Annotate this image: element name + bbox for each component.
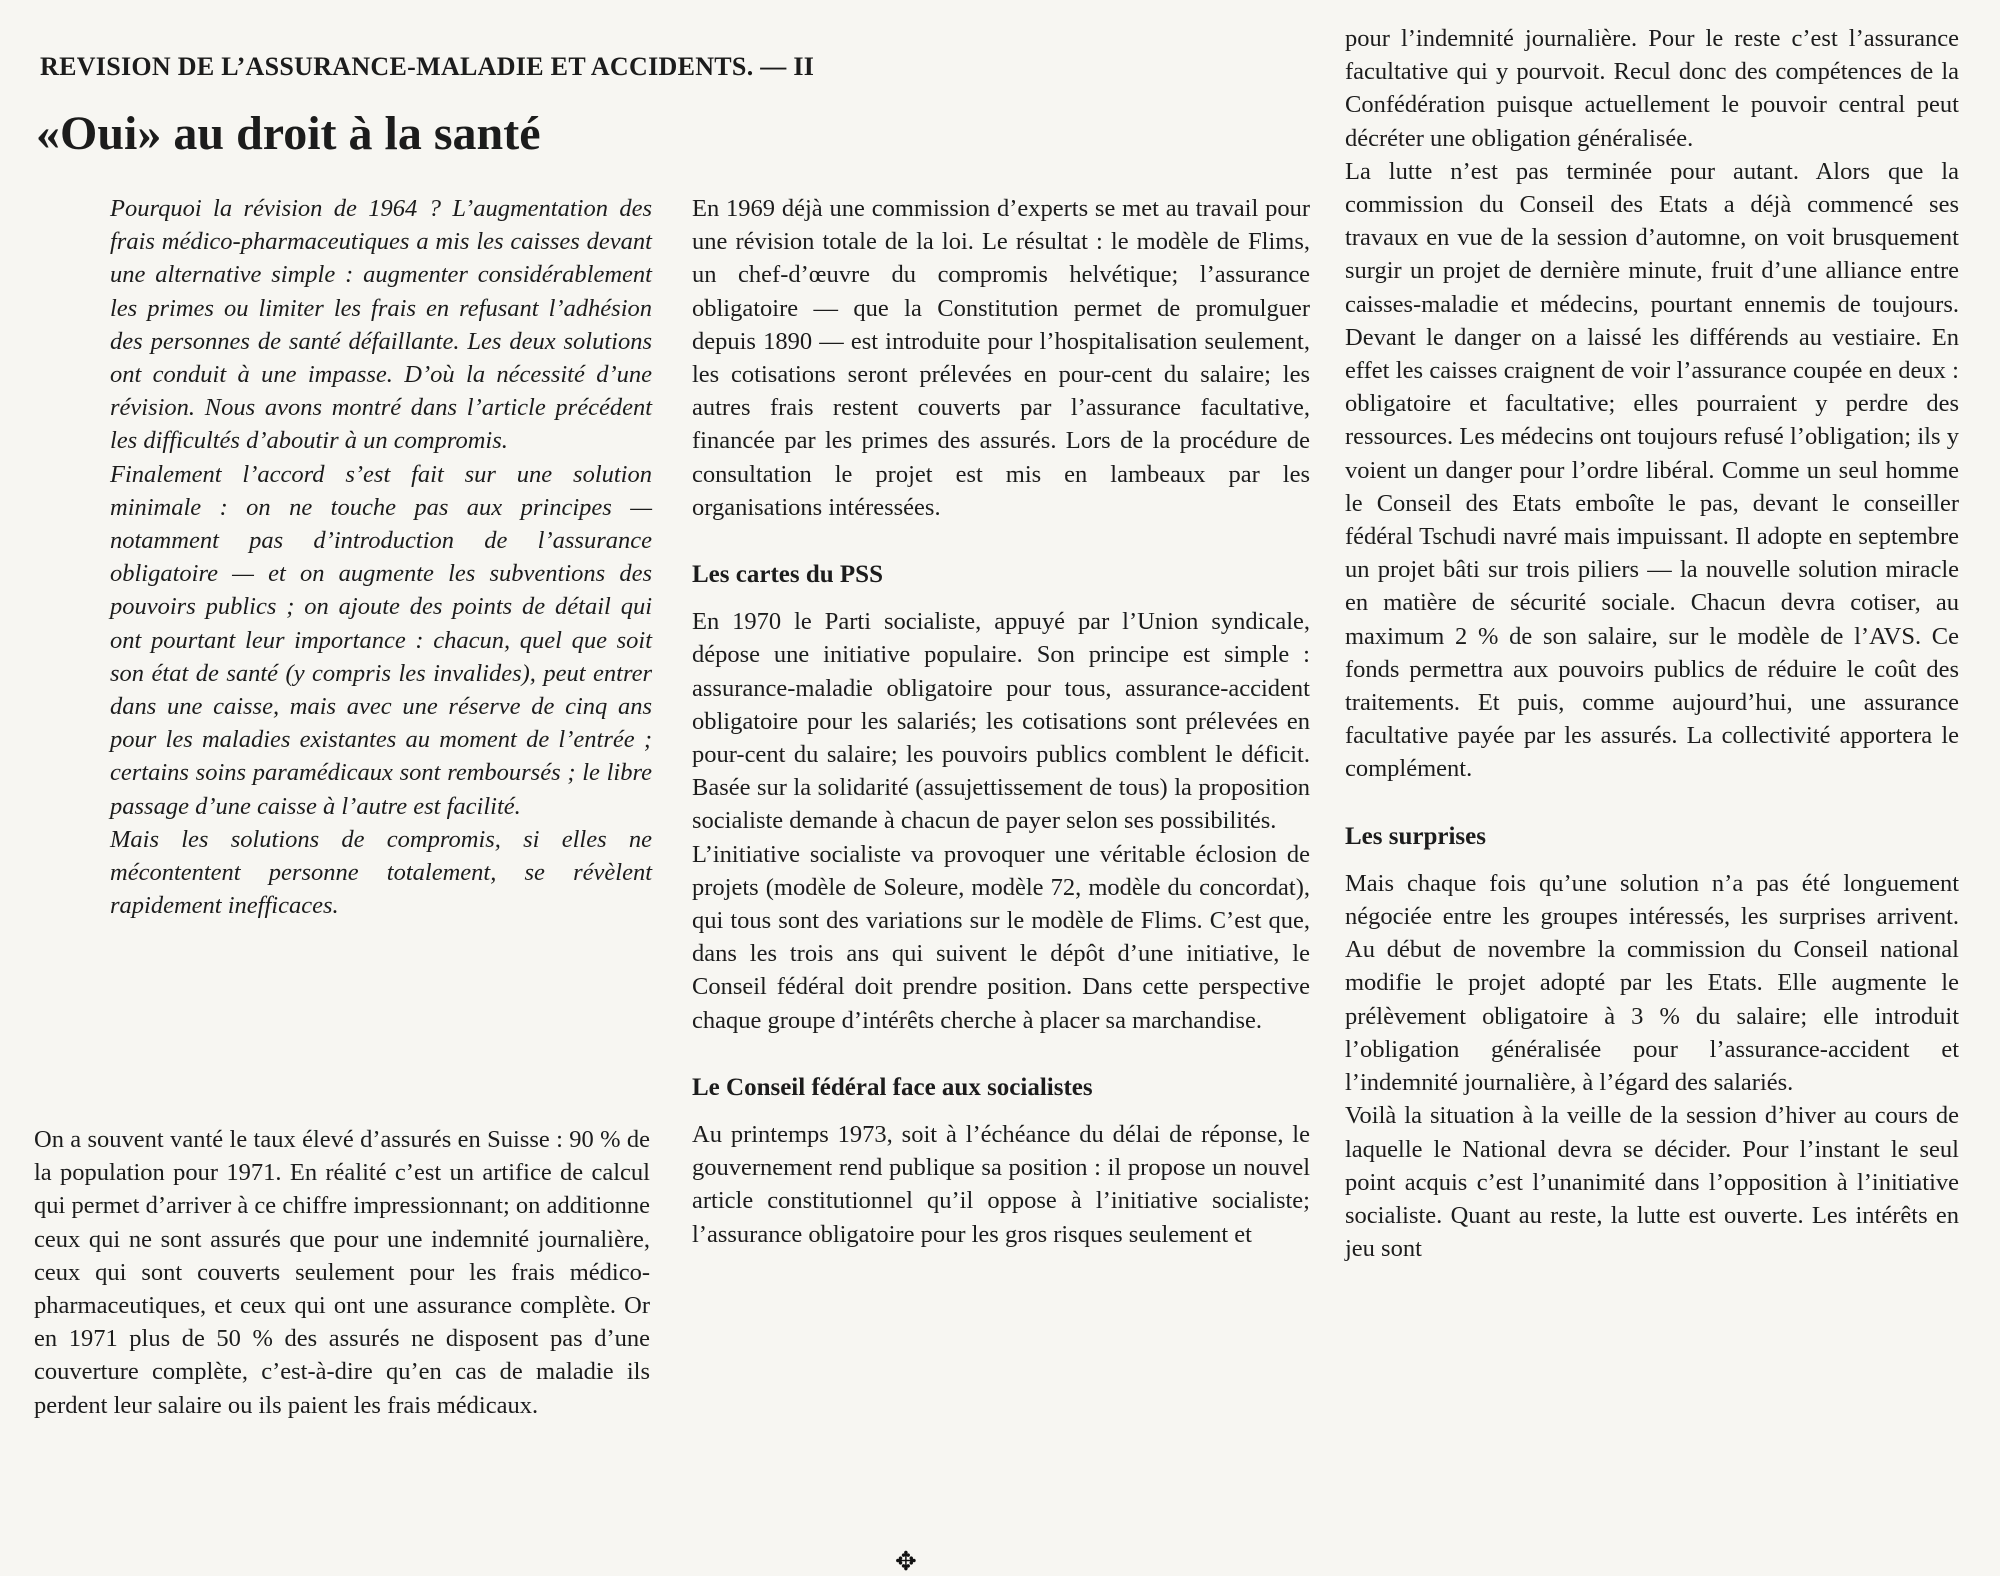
ornament-icon: ✥: [895, 1547, 917, 1576]
column-3: [1345, 22, 1959, 1265]
body-paragraph: Au printemps 1973, soit à l’échéance du délai de réponse, le gouvernement rend publique sa position : il propose un nouvel article constitutionnel qu’il oppose à l’initiative socialiste; l’assurance obligatoire pour les gros risques seulement et: [692, 1121, 1310, 1248]
article-intro: [110, 192, 652, 922]
body-paragraph: La lutte n’est pas terminée pour autant. Alors que la commission du Conseil des Etats a déjà commencé ses travaux en vue de la session d’automne, on voit brusquement surgir un projet de dernière minute, fruit d’une alliance entre caisses-maladie et médecins, pourtant ennemis de toujours. Devant le danger on a laissé les différends au vestiaire. En effet les caisses craignent de voir l’assurance coupée en deux : obligatoire et facultative; elles pourraient y perdre des ressources. Les médecins ont toujours refusé l’obligation; ils y voient un danger pour l’ordre libéral. Comme un seul homme le Conseil des Etats emboîte le pas, devant le conseiller fédéral Tschudi navré mais impuissant. Il adopte en septembre un projet bâti sur trois piliers — la nouvelle solution miracle en matière de sécurité sociale. Chacun devra cotiser, au maximum 2 % de son salaire, sur le modèle de l’AVS. Ce fonds permettra aux pouvoirs publics de réduire le coût des traitements. Et puis, comme aujourd’hui, une assurance facultative payée par les assurés. La collectivité apportera le complément.: [1345, 157, 1959, 783]
body-paragraph: En 1970 le Parti socialiste, appuyé par l’Union syndicale, dépose une initiative populaire. Son principe est simple : assurance-maladie obligatoire pour tous, assurance-accident obligatoire pour les salariés; les cotisations sont prélevées en pour-cent du salaire; les pouvoirs publics comblent le déficit. Basée sur la solidarité (assujettissement de tous) la proposition socialiste demande à chacun de payer selon ses possibilités.: [692, 608, 1310, 835]
body-paragraph: On a souvent vanté le taux élevé d’assurés en Suisse : 90 % de la population pour 1971. En réalité c’est un artifice de calcul qui permet d’arriver à ce chiffre impressionnant; on additionne ceux qui ne sont assurés que pour une indemnité journalière, ceux qui sont couverts seulement pour les frais médico-pharmaceutiques, et ceux qui ont une assurance complète. Or en 1971 plus de 50 % des assurés ne disposent pas d’une couverture complète, c’est-à-dire qu’en cas de maladie ils perdent leur salaire ou ils paient les frais médicaux.: [34, 1126, 650, 1419]
subheading-cartes-pss: Les cartes du PSS: [692, 561, 883, 589]
body-paragraph: Voilà la situation à la veille de la session d’hiver au cours de laquelle le National devra se décider. Pour l’instant le seul point acquis c’est l’unanimité dans l’opposition à l’initiative socialiste. Quant au reste, la lutte est ouverte. Les intérêts en jeu sont: [1345, 1102, 1959, 1263]
intro-paragraph: Pourquoi la révision de 1964 ? L’augmentation des frais médico-pharmaceutiques a mis les caisses devant une alternative simple : augmenter considérablement les primes ou limiter les frais en refusant l’adhésion des personnes de santé défaillante. Les deux solutions ont conduit à une impasse. D’où la nécessité d’une révision. Nous avons montré dans l’article précédent les difficultés d’aboutir à un compromis.: [110, 195, 652, 455]
body-paragraph: pour l’indemnité journalière. Pour le reste c’est l’assurance facultative qui y pourvoit. Recul donc des compétences de la Confédération puisque actuellement le pouvoir central peut décréter une obligation généralisée.: [1345, 25, 1959, 152]
column-1-body: [34, 1123, 650, 1422]
intro-paragraph: Mais les solutions de compromis, si elles ne mécontentent personne totalement, se révèlent rapidement inefficaces.: [110, 825, 652, 920]
intro-paragraph: Finalement l’accord s’est fait sur une solution minimale : on ne touche pas aux principes — notamment pas d’introduction de l’assurance obligatoire — et on augmente les subventions des pouvoirs publics ; on ajoute des points de détail qui ont pourtant leur importance : chacun, quel que soit son état de santé (y compris les invalides), peut entrer dans une caisse, mais avec une réserve de cinq ans pour les maladies existantes au moment de l’entrée ; certains soins paramédicaux sont remboursés ; le libre passage d’une caisse à l’autre est facilité.: [110, 460, 652, 820]
subheading-surprises: Les surprises: [1345, 822, 1486, 850]
body-paragraph: En 1969 déjà une commission d’experts se met au travail pour une révision totale de la loi. Le résultat : le modèle de Flims, un chef-d’œuvre du compromis helvétique; l’assurance obligatoire — que la Constitution permet de promulguer depuis 1890 — est introduite pour l’hospitalisation seulement, les cotisations seront prélevées en pour-cent du salaire; les autres frais restent couverts par l’assurance facultative, financée par les primes des assurés. Lors de la procédure de consultation le projet est mis en lambeaux par les organisations intéressées.: [692, 195, 1310, 521]
article-kicker: REVISION DE L’ASSURANCE-MALADIE ET ACCIDENTS. — II: [40, 52, 815, 81]
body-paragraph: Mais chaque fois qu’une solution n’a pas été longuement négociée entre les groupes intéressés, les surprises arrivent. Au début de novembre la commission du Conseil national modifie le projet adopté par les Etats. Elle augmente le prélèvement obligatoire à 3 % du salaire; elle introduit l’obligation généralisée pour l’assurance-accident et l’indemnité journalière, à l’égard des salariés.: [1345, 869, 1959, 1097]
subheading-conseil-federal: Le Conseil fédéral face aux socialistes: [692, 1073, 1093, 1101]
article-title: «Oui» au droit à la santé: [36, 107, 541, 160]
column-2: [692, 192, 1310, 1251]
body-paragraph: L’initiative socialiste va provoquer une véritable éclosion de projets (modèle de Soleure, modèle 72, modèle du concordat), qui tous sont des variations sur le modèle de Flims. C’est que, dans les trois ans qui suivent le dépôt d’une initiative, le Conseil fédéral doit prendre position. Dans cette perspective chaque groupe d’intérêts cherche à placer sa marchandise.: [692, 840, 1310, 1034]
